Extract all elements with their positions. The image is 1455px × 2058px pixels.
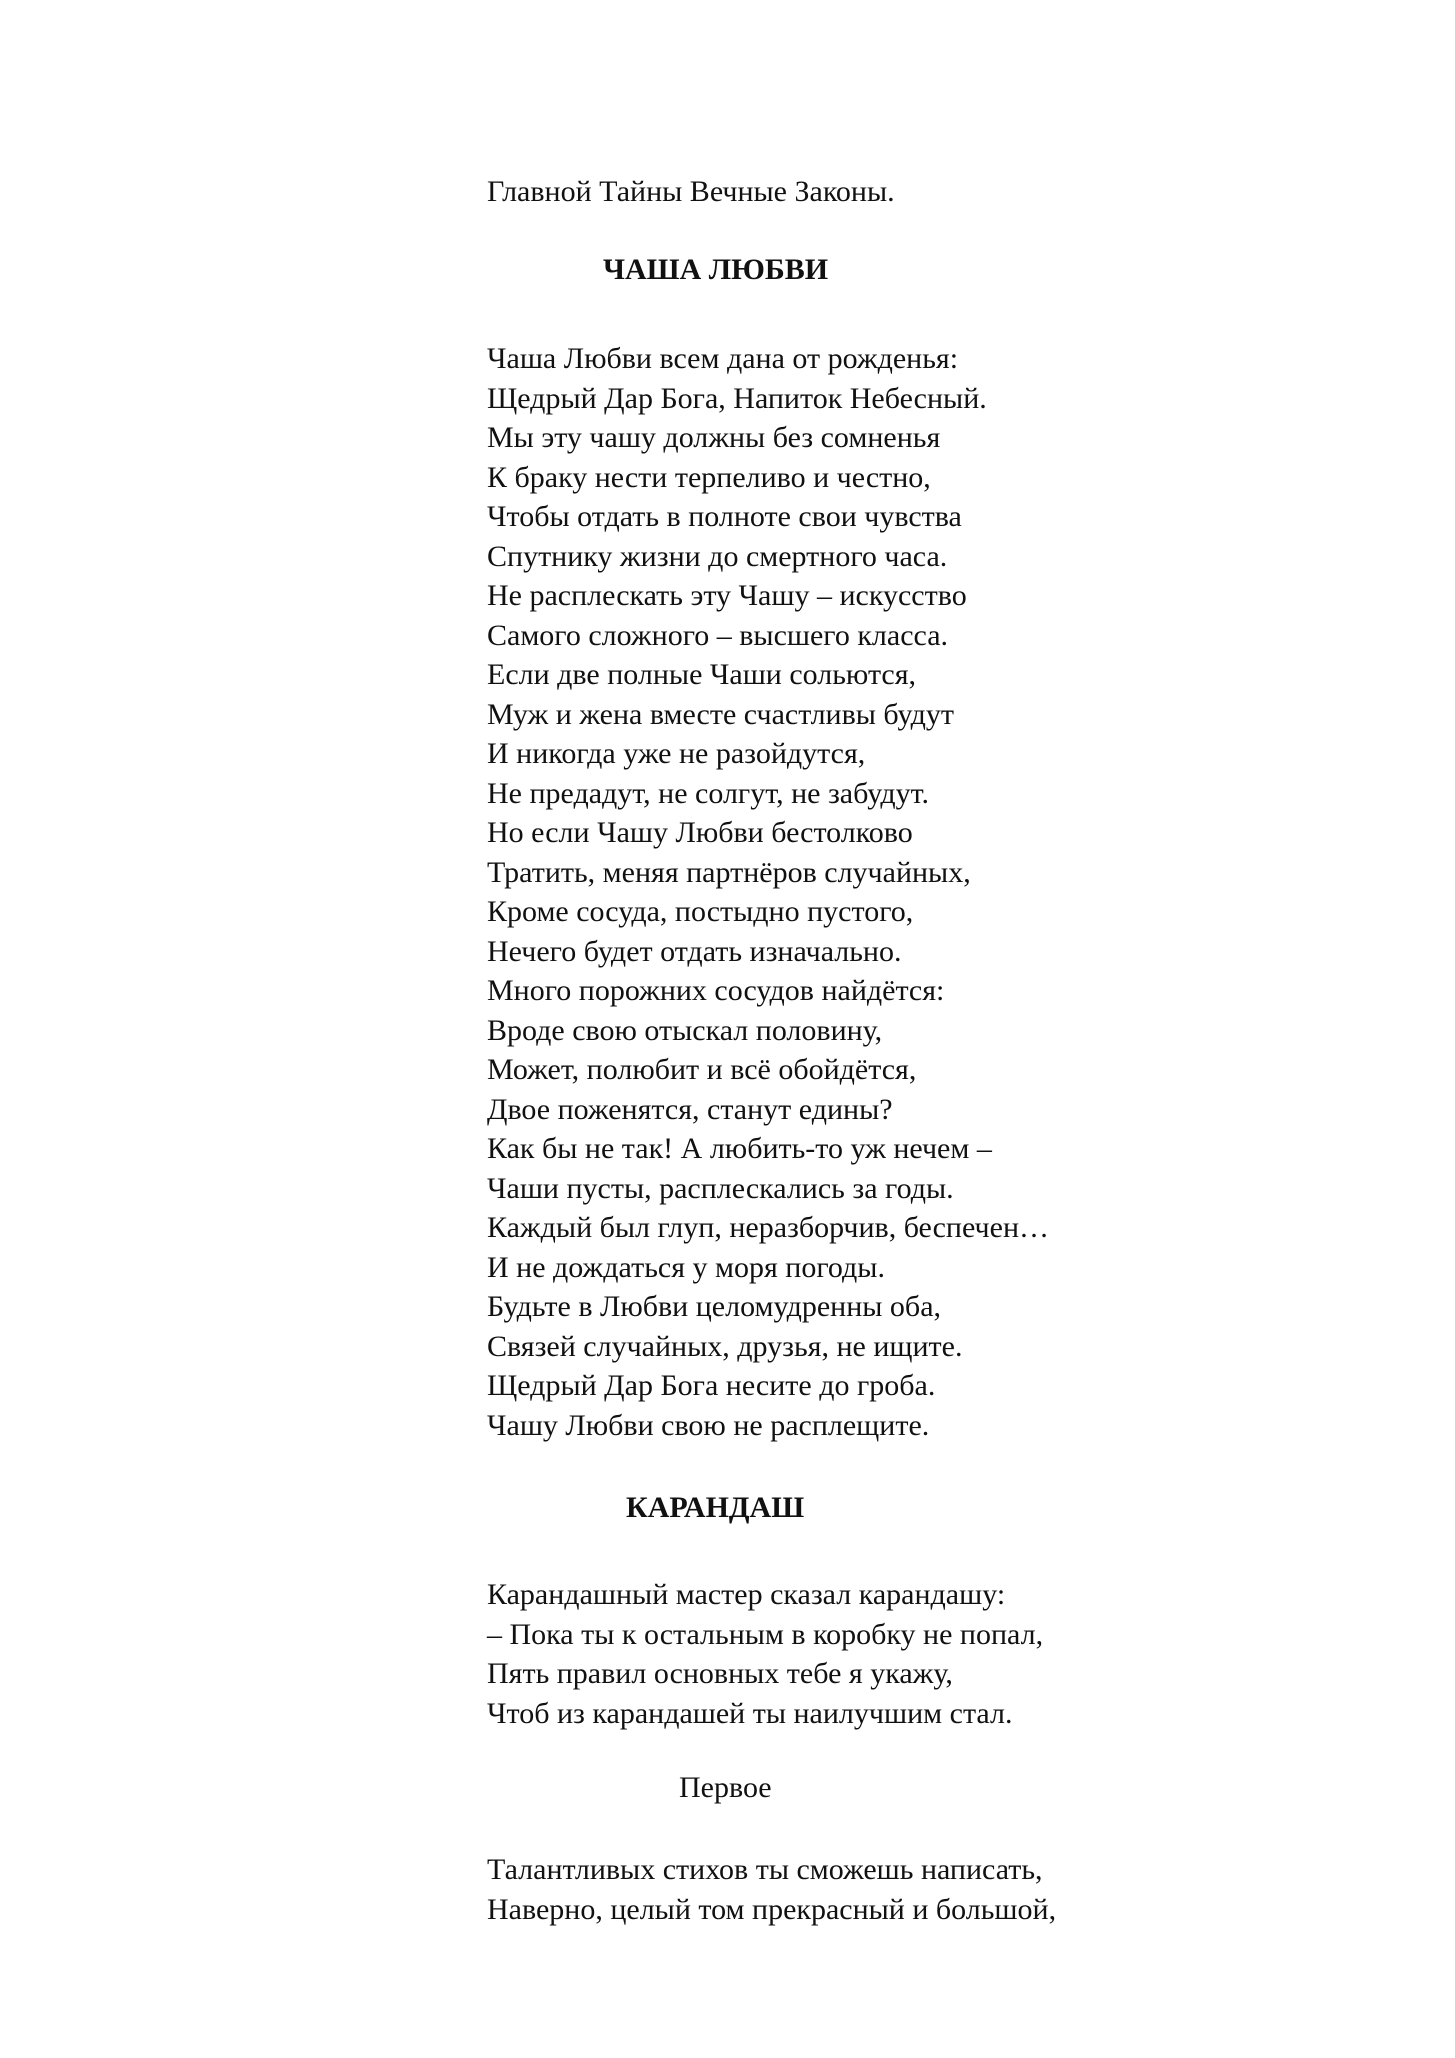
poem-line: Как бы не так! А любить-то уж нечем – — [487, 1132, 992, 1165]
poem-line: К браку нести терпеливо и честно, — [487, 460, 931, 494]
poem-line: Тратить, меняя партнёров случайных, — [487, 855, 971, 889]
poem-line: Щедрый Дар Бога, Напиток Небесный. — [487, 381, 987, 415]
section-title-pervoe: Первое — [679, 1771, 772, 1804]
poem-line: Если две полные Чаши сольются, — [487, 658, 917, 691]
poem-line: И никогда уже не разойдутся, — [487, 737, 866, 770]
poem-line: Чаша Любви всем дана от рожденья: — [487, 342, 959, 375]
poem-line: Мы эту чашу должны без сомненья — [487, 421, 941, 454]
poem-line: И не дождаться у моря погоды. — [487, 1250, 885, 1284]
poem-line: Будьте в Любви целомудренны оба, — [487, 1290, 942, 1323]
poem-line: Муж и жена вместе счастливы будут — [487, 697, 955, 731]
poem-karandash-section-1 — [487, 1850, 1056, 1929]
poem-line: Наверно, целый том прекрасный и большой, — [487, 1892, 1057, 1926]
poem-line: Двое поженятся, станут едины? — [487, 1092, 893, 1126]
poem-line: Спутнику жизни до смертного часа. — [487, 539, 948, 573]
poem-line: Не расплескать эту Чашу – искусство — [487, 579, 967, 612]
poem-line: Вроде свою отыскал половину, — [487, 1013, 883, 1047]
poem-line: Нечего будет отдать изначально. — [487, 934, 902, 968]
poem-line: Каждый был глуп, неразборчив, беспечен… — [487, 1211, 1050, 1244]
poem-line: Щедрый Дар Бога несите до гроба. — [487, 1369, 936, 1402]
poem-line: Кроме сосуда, постыдно пустого, — [487, 895, 914, 928]
poem-line: Может, полюбит и всё обойдётся, — [487, 1053, 917, 1086]
poem-line: Самого сложного – высшего класса. — [487, 618, 949, 652]
poem-line: Чашу Любви свою не расплещите. — [487, 1408, 930, 1442]
poem-line: Не предадут, не солгут, не забудут. — [487, 776, 929, 810]
poem-line: Талантливых стихов ты сможешь написать, — [487, 1853, 1043, 1886]
poem-line: Чтоб из карандашей ты наилучшим стал. — [487, 1696, 1013, 1730]
poem-karandash-intro — [487, 1575, 1043, 1733]
poem-line: – Пока ты к остальным в коробку не попал, — [487, 1617, 1044, 1651]
poem-line: Карандашный мастер сказал карандашу: — [487, 1578, 1006, 1611]
poem-line: Много порожних сосудов найдётся: — [487, 974, 945, 1007]
poem-line: Чтобы отдать в полноте свои чувства — [487, 500, 962, 533]
poem-title-chasha-lyubvi: ЧАША ЛЮБВИ — [603, 253, 829, 286]
poem-line: Чаши пусты, расплескались за годы. — [487, 1171, 954, 1205]
poem-title-karandash: КАРАНДАШ — [626, 1491, 805, 1524]
poem-line: Но если Чашу Любви бестолково — [487, 816, 913, 849]
poem-line: Пять правил основных тебе я укажу, — [487, 1657, 953, 1690]
poem-line: Связей случайных, друзья, не ищите. — [487, 1329, 963, 1363]
poem-chasha-lyubvi-body — [487, 339, 1049, 1445]
intro-line: Главной Тайны Вечные Законы. — [487, 175, 895, 208]
